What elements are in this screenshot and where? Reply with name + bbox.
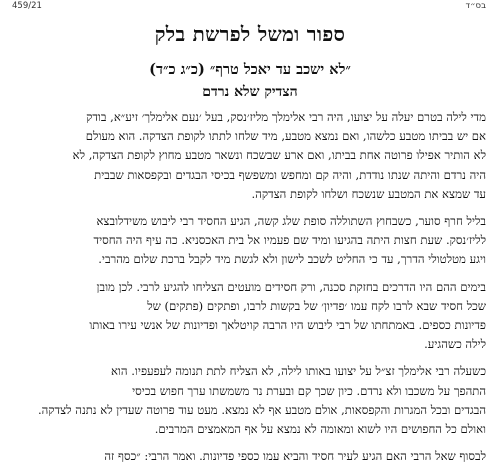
text-line: היה נרדם והיתה שנתו נודדת, והיה קם ומחפש ומשפשף בכיסי הבגדים ובקפסאות שבבית xyxy=(94,167,486,182)
text-line: בימים ההם היו הדרכים בחזקת סכנה, ורק חסידים מועטים הצליחו להגיע לרבי. לכן מובן xyxy=(96,279,486,294)
text-line: אם יש בביתו מטבע כלשהו, ואם נמצא מטבע, מיד שלחו לתתו לקופת הצדקה. הוא מעולם xyxy=(85,129,486,144)
text-line: ויגע מטלטולי הדרך, עד כי החליט לשכב לישון ולא לגשת מיד לקבל ברכת שלום מהרבי. xyxy=(98,252,486,267)
text-line: ואולם כל החפושים היו לשוא ומאומה לא נמצא על אף המאמצים המרבים. xyxy=(154,422,486,437)
page-number: 459/21 xyxy=(12,1,42,11)
text-line: לילה כשהגיע. xyxy=(424,337,486,352)
story-body xyxy=(12,108,486,474)
paragraph xyxy=(12,362,486,439)
verse-quote: ״לא ישכב עד יאכל טרף״ (כ״ג כ״ד) xyxy=(149,61,351,78)
paragraph xyxy=(12,447,486,466)
text-line: הבגדים ובכל המגרות והקפסאות, אולם מטבע אף לא נמצא. מעט עוד פרוטה שעדין לא נתנה לצדקה. xyxy=(37,402,486,417)
page-header xyxy=(12,0,486,13)
text-line: פדיונות כספים. באמתחתו של רבי ליבוש היו הרבה קויטלאך ופדיונות של אנשי עירו באותו xyxy=(89,318,486,333)
paragraph xyxy=(12,108,486,204)
text-line: לא הותיר אפילו פרוטה אחת בביתו, ואם ארע שבשכח ונשאר מטבע מחוץ לקופת הצדקה, לא xyxy=(72,148,486,163)
text-line: מדי לילה בטרם יעלה על יצועו, היה רבי אלימלך מליז׳נסק, בעל ׳נעם אלימלך׳ זיע״א, בודק xyxy=(86,110,486,124)
story-heading: הצדיק שלא נרדם xyxy=(202,84,298,100)
paragraph xyxy=(12,278,486,355)
text-line: כשעלה רבי אלימלך זצ״ל על יצועו באותו לילה, לא הצליח לתת תנומה לעפעפיו. הוא xyxy=(110,364,486,379)
text-line: עד שמצא את המטבע שנשכח ושלחו לקופת הצדקה. xyxy=(251,186,486,201)
text-line: בליל חרף סוער, כשבחוץ השתוללה סופת שלג קשה, הגיע החסיד רבי ליבוש משידלובצא xyxy=(96,214,486,229)
bsd-marker: בס״ד xyxy=(465,1,486,11)
text-line: שכל חסיד שבא לרבו לקח עמו ׳פדיון׳ של בקשות לרבו, ופתקים (פתקים) של xyxy=(147,298,486,313)
page-title: ספור ומשל לפרשת בלק xyxy=(154,22,346,46)
paragraph xyxy=(12,212,486,270)
text-line: לבסוף שאל הרבי האם הגיע לעיר חסיד והביא עמו כספי פדיונות. ואמר הרבי: ״כסף זה xyxy=(104,449,486,464)
text-line: לליז׳נסק. שעת חצות היתה בהגיעו ומיד שם פעמיו אל בית האכסניא. כה עיף היה החסיד xyxy=(93,233,486,248)
text-line: התהפך על משכבו ולא נרדם. כיון שכך קם ובערת נר משמשתו ערך חפוש בכיסי xyxy=(132,383,486,398)
